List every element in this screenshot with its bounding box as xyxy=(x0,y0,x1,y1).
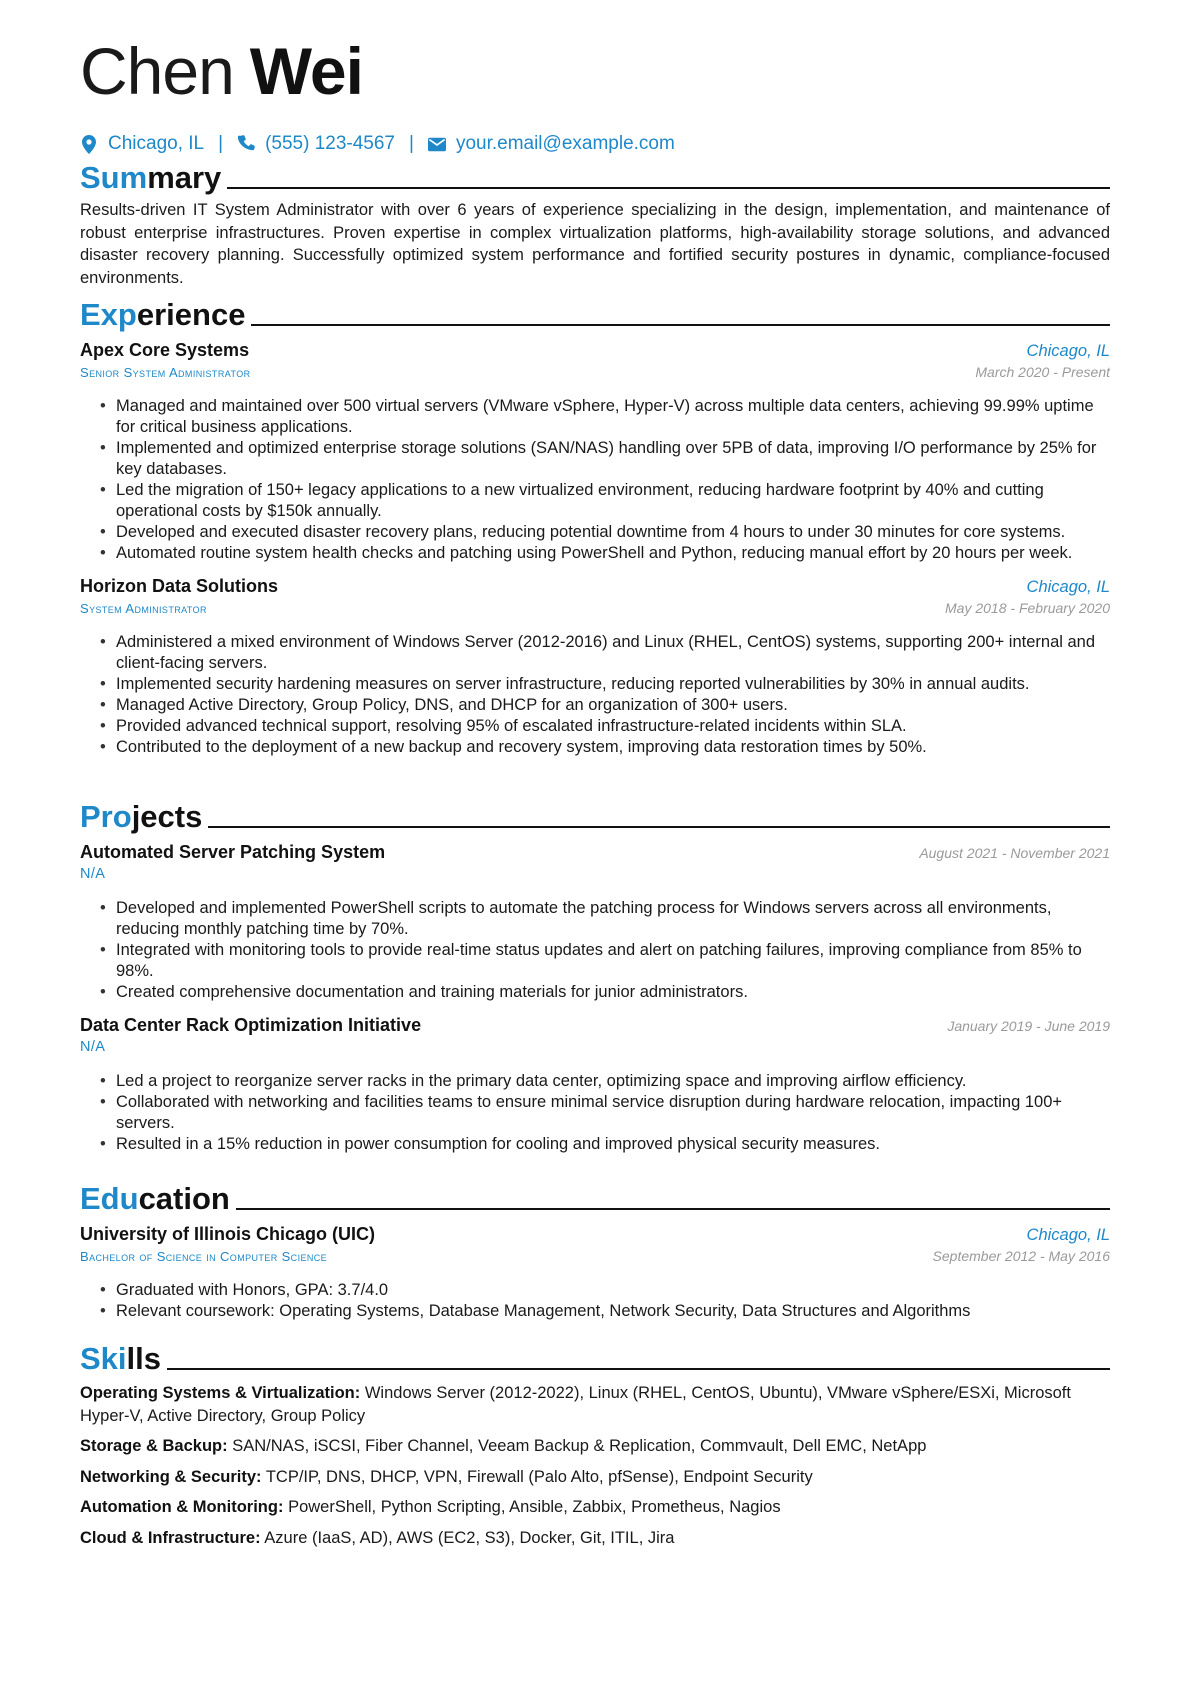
envelope-icon xyxy=(428,134,446,154)
phone-text: (555) 123-4567 xyxy=(265,133,395,154)
projects-section xyxy=(80,796,1110,1155)
list-item: • Implemented and optimized enterprise storage solutions (SAN/NAS) handling over 5PB of data, improving I/O performance by 25% for key databases. xyxy=(116,438,1110,480)
project-bullets xyxy=(80,898,1110,1003)
list-item: • Integrated with monitoring tools to provide real-time status updates and alert on patching failures, improving compliance from 85% to 98%. xyxy=(116,940,1110,982)
list-item: • Resulted in a 15% reduction in power consumption for cooling and improved physical security measures. xyxy=(116,1134,1110,1155)
skill-value: TCP/IP, DNS, DHCP, VPN, Firewall (Palo Alto, pfSense), Endpoint Security xyxy=(265,1467,813,1486)
skill-label: Networking & Security: xyxy=(80,1467,262,1486)
skill-label: Automation & Monitoring: xyxy=(80,1498,284,1516)
contact-phone[interactable] xyxy=(237,133,395,155)
skill-label: Operating Systems & Virtualization: xyxy=(80,1384,361,1402)
job-entry xyxy=(80,340,1110,564)
title-rest: erience xyxy=(136,297,246,332)
title-rest: mary xyxy=(147,160,222,195)
section-heading xyxy=(80,796,1110,832)
section-divider xyxy=(167,1368,1110,1370)
list-item: • Managed and maintained over 500 virtual servers (VMware vSphere, Hyper-V) across multiple data centers, achieving 99.99% uptime for critical business applications. xyxy=(116,396,1110,438)
title-rest: lls xyxy=(126,1341,161,1376)
list-item: • Implemented security hardening measures on server infrastructure, reducing reported vulnerabilities by 30% in annual audits. xyxy=(116,674,1110,695)
section-heading xyxy=(80,1338,1110,1374)
last-name: Wei xyxy=(249,34,363,108)
location-text: Chicago, IL xyxy=(108,133,205,154)
list-item: • Led a project to reorganize server racks in the primary data center, optimizing space and improving airflow efficiency. xyxy=(116,1071,1110,1092)
list-item: • Automated routine system health checks and patching using PowerShell and Python, reducing manual effort by 20 hours per week. xyxy=(116,543,1110,564)
section-divider xyxy=(227,187,1110,189)
list-item: • Led the migration of 150+ legacy applications to a new virtualized environment, reducing hardware footprint by 40% and cutting operational costs by $150k annually. xyxy=(116,480,1110,522)
summary-section xyxy=(80,157,1110,289)
title-accent: Pro xyxy=(80,799,132,834)
education-entry xyxy=(80,1224,1110,1322)
contact-separator: | xyxy=(218,133,224,154)
list-item: • Developed and implemented PowerShell scripts to automate the patching process for Windows servers across all environments, reducing monthly patching time by 70%. xyxy=(116,898,1110,940)
job-title: Senior System Administrator xyxy=(80,365,251,380)
list-item: • Developed and executed disaster recovery plans, reducing potential downtime from 4 hours to under 30 minutes for core systems. xyxy=(116,522,1110,543)
job-location: Chicago, IL xyxy=(1026,578,1110,596)
title-rest: jects xyxy=(131,799,203,834)
list-item: • Provided advanced technical support, resolving 95% of escalated infrastructure-related incidents within SLA. xyxy=(116,716,1110,737)
first-name: Chen xyxy=(80,34,234,108)
experience-section xyxy=(80,294,1110,758)
job-dates: May 2018 - February 2020 xyxy=(945,600,1110,616)
contact-line xyxy=(80,133,675,155)
phone-icon xyxy=(237,134,255,154)
job-entry xyxy=(80,576,1110,758)
email-link: your.email@example.com xyxy=(455,133,675,154)
school-name: University of Illinois Chicago (UIC) xyxy=(80,1224,376,1244)
skill-label: Storage & Backup: xyxy=(80,1437,228,1455)
project-dates: January 2019 - June 2019 xyxy=(947,1018,1110,1034)
list-item: • Created comprehensive documentation and training materials for junior administrators. xyxy=(116,982,1110,1003)
summary-text: Results-driven IT System Administrator with over 6 years of experience specializing in the design, implementation, and maintenance of robust enterprise infrastructures. Proven expertise in complex virtualization platforms, high-availability storage solutions, and advanced disaster recovery planning. Successfully optimized system performance and fortified security postures in dynamic, compliance-focused environments. xyxy=(80,201,1110,287)
job-bullets xyxy=(80,632,1110,758)
list-item: • Graduated with Honors, GPA: 3.7/4.0 xyxy=(116,1280,1110,1301)
project-name: Automated Server Patching System xyxy=(80,842,386,862)
skill-row xyxy=(80,1435,1110,1458)
skill-value: Windows Server (2012-2022), Linux (RHEL, CentOS, Ubuntu), VMware vSphere/ESXi, Microsoft Hyper-V, Active Directory, Group Policy xyxy=(80,1384,1071,1425)
contact-email[interactable] xyxy=(428,133,675,155)
project-subtitle: N/A xyxy=(80,1039,106,1055)
section-divider xyxy=(208,826,1110,828)
title-rest: cation xyxy=(138,1181,230,1216)
skill-value: Azure (IaaS, AD), AWS (EC2, S3), Docker, Git, ITIL, Jira xyxy=(264,1528,675,1547)
section-divider xyxy=(236,1208,1110,1210)
skill-row xyxy=(80,1466,1110,1489)
list-item: • Administered a mixed environment of Windows Server (2012-2016) and Linux (RHEL, CentOS) systems, supporting 200+ internal and client-facing servers. xyxy=(116,632,1110,674)
education-dates: September 2012 - May 2016 xyxy=(932,1248,1110,1264)
section-title xyxy=(80,1183,230,1214)
education-section xyxy=(80,1178,1110,1322)
skill-row xyxy=(80,1496,1110,1519)
education-bullets xyxy=(80,1280,1110,1322)
skill-label: Cloud & Infrastructure: xyxy=(80,1528,261,1547)
title-accent: Edu xyxy=(80,1181,139,1216)
map-pin-icon xyxy=(80,134,98,154)
skill-row xyxy=(80,1527,1110,1550)
contact-location xyxy=(80,133,204,155)
section-heading xyxy=(80,294,1110,330)
project-name: Data Center Rack Optimization Initiative xyxy=(80,1015,422,1035)
section-title xyxy=(80,162,221,193)
skill-row xyxy=(80,1382,1110,1427)
list-item: • Relevant coursework: Operating Systems, Database Management, Network Security, Data Structures and Algorithms xyxy=(116,1301,1110,1322)
list-item: • Contributed to the deployment of a new backup and recovery system, improving data restoration times by 50%. xyxy=(116,737,1110,758)
company-name: Horizon Data Solutions xyxy=(80,576,278,596)
project-entry xyxy=(80,842,1110,1003)
project-dates: August 2021 - November 2021 xyxy=(919,845,1110,861)
project-subtitle: N/A xyxy=(80,866,106,882)
section-heading xyxy=(80,157,1110,193)
list-item: • Collaborated with networking and facilities teams to ensure minimal service disruption during hardware relocation, impacting 100+ servers. xyxy=(116,1092,1110,1134)
job-location: Chicago, IL xyxy=(1026,342,1110,360)
title-accent: Ski xyxy=(80,1341,127,1376)
list-item: • Managed Active Directory, Group Policy, DNS, and DHCP for an organization of 300+ users. xyxy=(116,695,1110,716)
section-divider xyxy=(251,324,1110,326)
title-accent: Sum xyxy=(80,160,148,195)
project-entry xyxy=(80,1015,1110,1155)
section-title xyxy=(80,1343,161,1374)
candidate-name xyxy=(80,34,363,108)
title-accent: Exp xyxy=(80,297,137,332)
skill-value: SAN/NAS, iSCSI, Fiber Channel, Veeam Backup & Replication, Commvault, Dell EMC, NetApp xyxy=(232,1437,927,1455)
section-title xyxy=(80,801,202,832)
company-name: Apex Core Systems xyxy=(80,340,250,360)
job-dates: March 2020 - Present xyxy=(975,364,1110,380)
skill-value: PowerShell, Python Scripting, Ansible, Zabbix, Prometheus, Nagios xyxy=(288,1498,781,1516)
job-title: System Administrator xyxy=(80,601,207,616)
degree: Bachelor of Science in Computer Science xyxy=(80,1249,328,1264)
job-bullets xyxy=(80,396,1110,564)
contact-separator: | xyxy=(409,133,414,154)
section-title xyxy=(80,299,245,330)
project-bullets xyxy=(80,1071,1110,1155)
skills-section xyxy=(80,1338,1110,1549)
section-heading xyxy=(80,1178,1110,1214)
school-location: Chicago, IL xyxy=(1026,1226,1110,1244)
